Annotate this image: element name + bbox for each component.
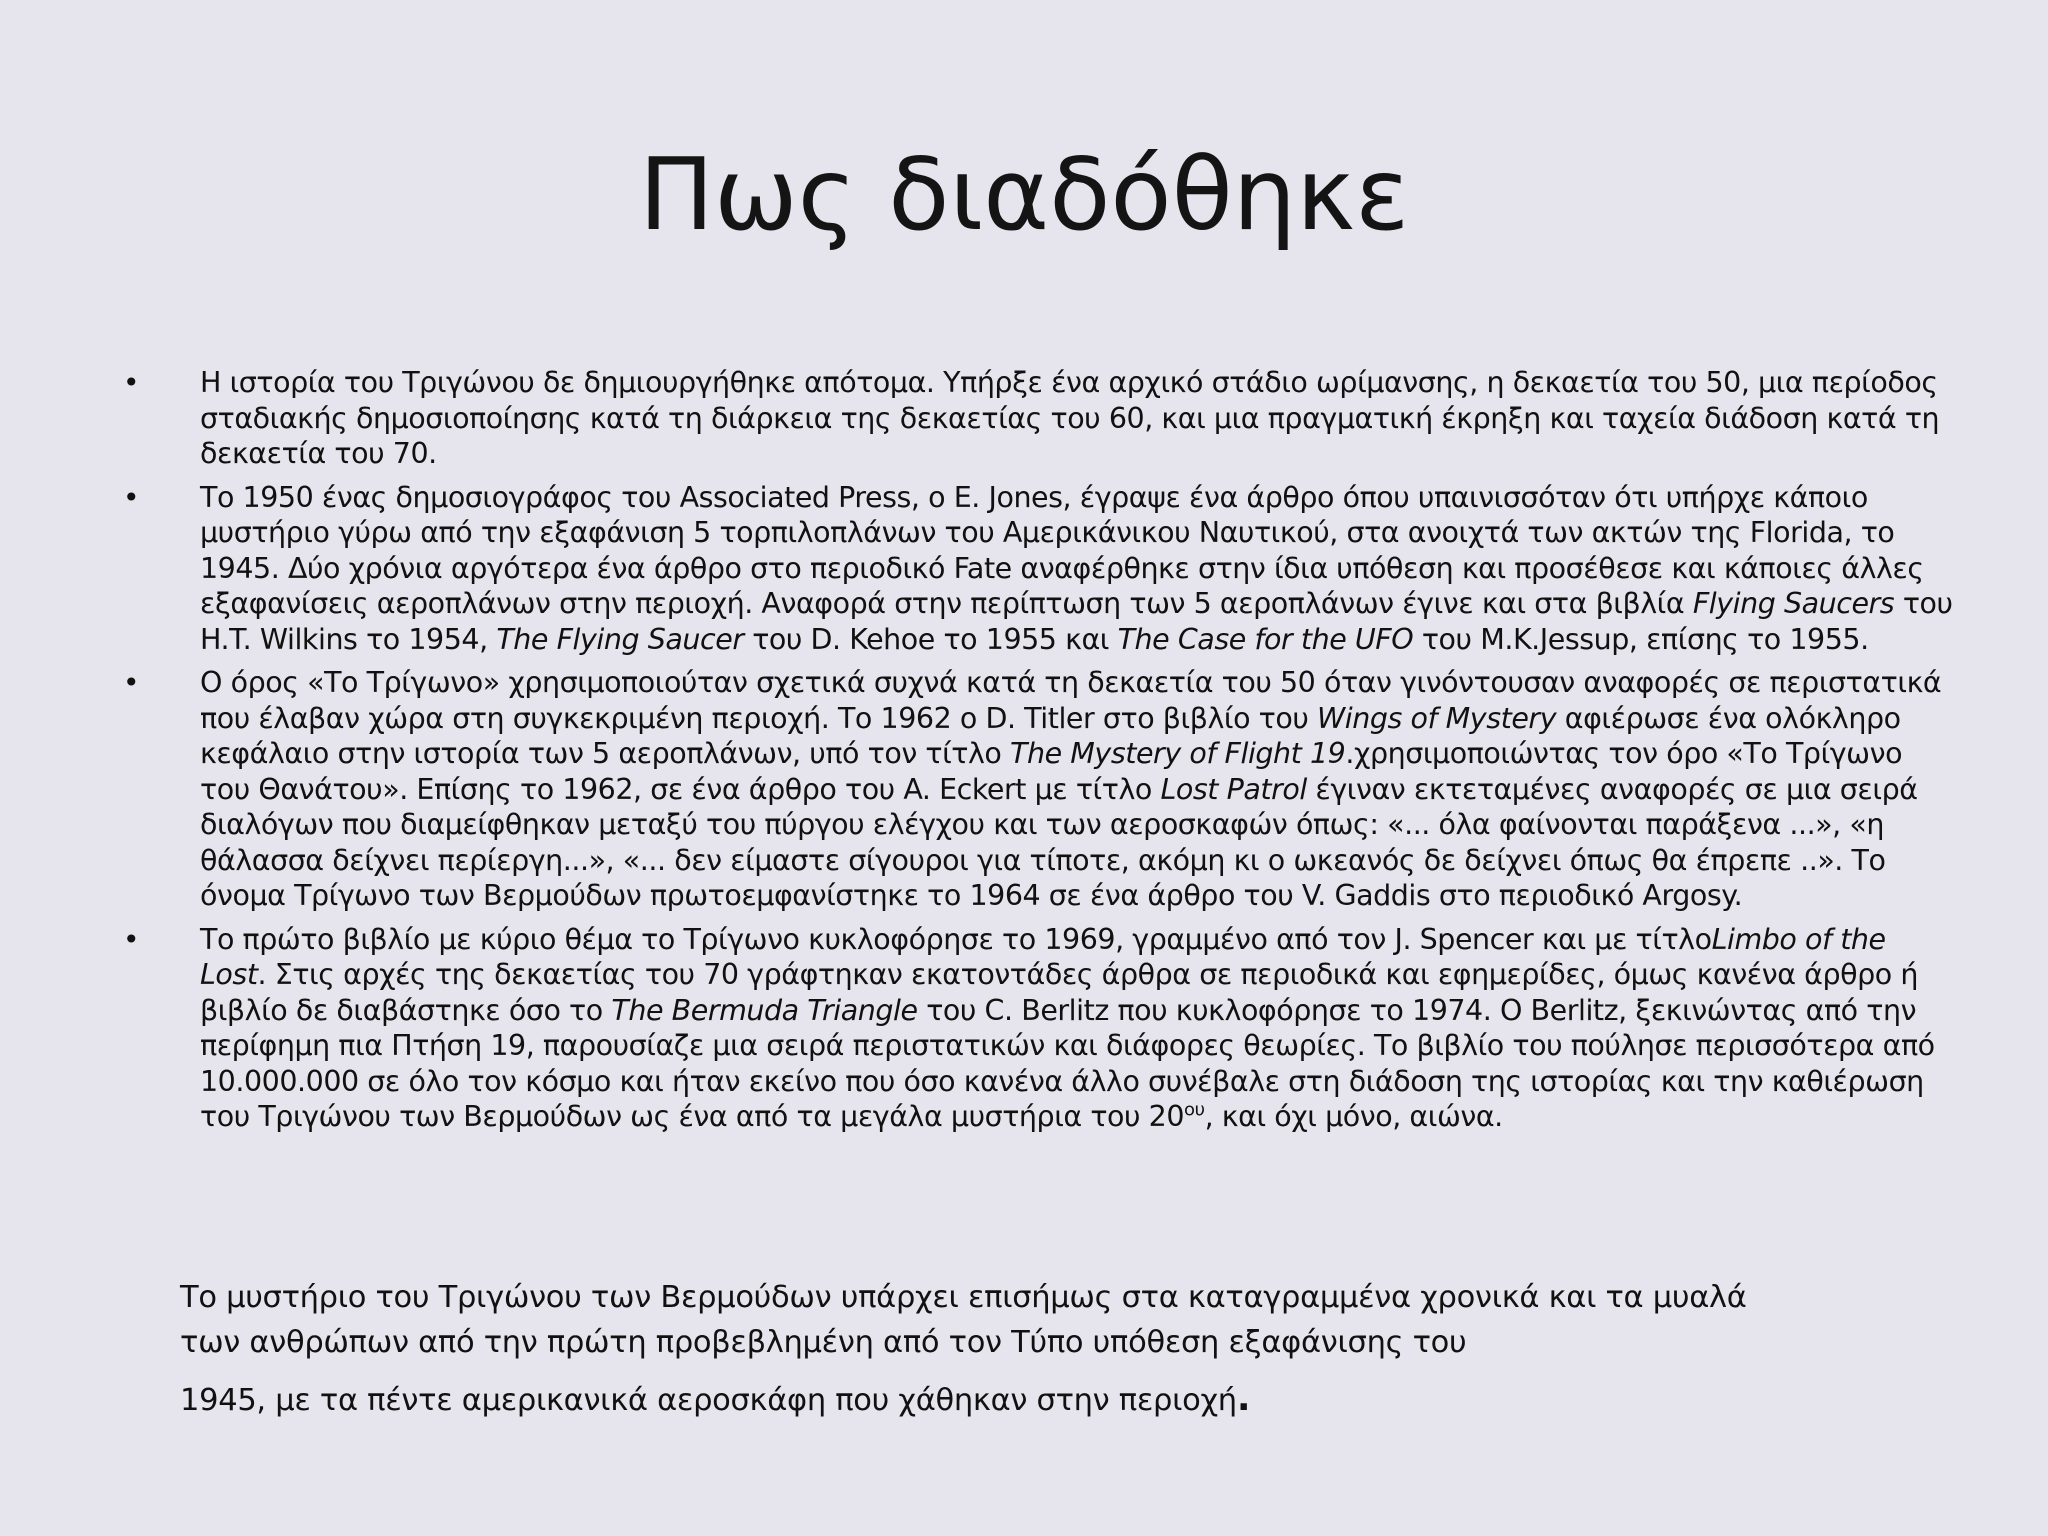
bullet-text: Το πρώτο βιβλίο με κύριο θέμα το Τρίγωνο κυκλοφόρησε το 1969, γραμμένο από τον J. Spencer και με τίτλο	[200, 922, 1712, 956]
bullet-item	[118, 480, 1958, 658]
summary-paragraph	[180, 1275, 1800, 1423]
book-title: Limbo of the Lost	[200, 922, 1886, 991]
bullet-marker: •	[123, 366, 140, 399]
bullet-text: του H.T. Wilkins το 1954,	[200, 587, 1953, 656]
book-title: The Flying Saucer	[496, 622, 744, 656]
bullet-text: αφιέρωσε ένα ολόκληρο κεφάλαιο στην ιστορία των 5 αεροπλάνων, υπό τον τίτλο	[200, 701, 1901, 770]
bullet-text: έγιναν εκτεταμένες αναφορές σε μια σειρά διαλόγων που διαμείφθηκαν μεταξύ του πύργου ελέγχου και των αεροσκαφών όπως: «... όλα φαίνονται παράξενα ...», «η θάλασσα δείχνει περίεργη...», «... δεν είμαστε σίγουροι για τίποτε, ακόμη κι ο ωκεανός δε δείχνει όπως θα έπρεπε ..». Το όνομα Τρίγωνο των Βερμούδων πρωτοεμφανίστηκε το 1964 σε ένα άρθρο του V. Gaddis στο περιοδικό Argosy.	[200, 772, 1918, 912]
book-title: The Case for the UFO	[1117, 622, 1414, 656]
book-title: Flying Saucers	[1692, 587, 1895, 620]
bullet-text: του C. Berlitz που κυκλοφόρησε το 1974. Ο Berlitz, ξεκινώντας από την περίφημη πια Πτήση 19, παρουσίαζε μια σειρά περιστατικών και διάφορες θεωρίες. Το βιβλίο του πούλησε περισσότερα από 10.000.000 σε όλο τον κόσμο και ήταν εκείνο που όσο κανένα άλλο συνέβαλε στη διάδοση της ιστορίας και την καθιέρωση του Τριγώνου των Βερμούδων ως ένα από τα μεγάλα μυστήρια του 20	[200, 993, 1935, 1133]
bullet-text: . Στις αρχές της δεκαετίας του 70 γράφτηκαν εκατοντάδες άρθρα σε περιοδικά και εφημερίδες, όμως κανένα άρθρο ή βιβλίο δε διαβάστηκε όσο το	[200, 958, 1918, 1027]
bullet-text: Ο όρος «Το Τρίγωνο» χρησιμοποιούταν σχετικά συχνά κατά τη δεκαετία του 50 όταν γινόντουσαν αναφορές σε περιστατικά που έλαβαν χώρα στη συγκεκριμένη περιοχή. Το 1962 ο D. Titler στο βιβλίο του	[200, 666, 1942, 735]
article-title: Lost Patrol	[1160, 772, 1307, 806]
summary-line-last	[180, 1376, 1800, 1423]
bullet-text: Η ιστορία του Τριγώνου δε δημιουργήθηκε απότομα. Υπήρξε ένα αρχικό στάδιο ωρίμανσης, η δεκαετία του 50, μια περίοδος σταδιακής δημοσιοποίησης κατά τη διάρκεια της δεκαετίας του 60, και μια πραγματική έκρηξη και ταχεία διάδοση κατά τη δεκαετία του 70.	[200, 366, 1940, 470]
summary-line: Το μυστήριο του Τριγώνου των Βερμούδων υπάρχει επισήμως στα καταγραμμένα χρονικά και τα μυαλά των ανθρώπων από την πρώτη προβεβλημένη από τον Τύπο υπόθεση εξαφάνισης του	[180, 1280, 1747, 1360]
slide-title: Πως διαδόθηκε	[638, 136, 1410, 253]
summary-line-text: 1945, με τα πέντε αμερικανικά αεροσκάφη που χάθηκαν στην περιοχή	[180, 1383, 1237, 1418]
book-title: Wings of Mystery	[1317, 701, 1557, 735]
bullet-marker: •	[123, 480, 140, 514]
book-title: The Bermuda Triangle	[611, 993, 918, 1027]
bullet-item	[118, 922, 1958, 1135]
bullet-marker: •	[123, 922, 140, 956]
bullet-item	[118, 665, 1958, 914]
bullet-text: .χρησιμοποιώντας τον όρο «Το Τρίγωνο του Θανάτου». Επίσης το 1962, σε ένα άρθρο του A. Eckert με τίτλο	[200, 737, 1903, 806]
bullet-marker: •	[123, 666, 140, 699]
bullet-list	[118, 365, 1958, 1143]
bullet-item	[118, 365, 1958, 472]
bullet-text: , και όχι μόνο, αιώνα.	[1204, 1100, 1503, 1133]
superscript: ου	[1184, 1099, 1205, 1121]
bullet-text: του D. Kehoe το 1955 και	[743, 622, 1118, 656]
bullet-text: Το 1950 ένας δημοσιογράφος του Associated Press, ο E. Jones, έγραψε ένα άρθρο όπου υπαινισσόταν ότι υπήρχε κάποιο μυστήριο γύρω από την εξαφάνιση 5 τορπιλοπλάνων του Αμερικάνικου Ναυτικού, στα ανοιχτά των ακτών της Florida, το 1945. Δύο χρόνια αργότερα ένα άρθρο στο περιοδικό Fate αναφέρθηκε στην ίδια υπόθεση και προσέθεσε και κάποιες άλλες εξαφανίσεις αεροπλάνων στην περιοχή. Αναφορά στην περίπτωση των 5 αεροπλάνων έγινε και στα βιβλία	[200, 480, 1924, 620]
bullet-text: του M.K.Jessup, επίσης το 1955.	[1413, 622, 1869, 656]
book-title: The Mystery of Flight 19	[1010, 737, 1346, 770]
summary-period: .	[1236, 1378, 1251, 1419]
